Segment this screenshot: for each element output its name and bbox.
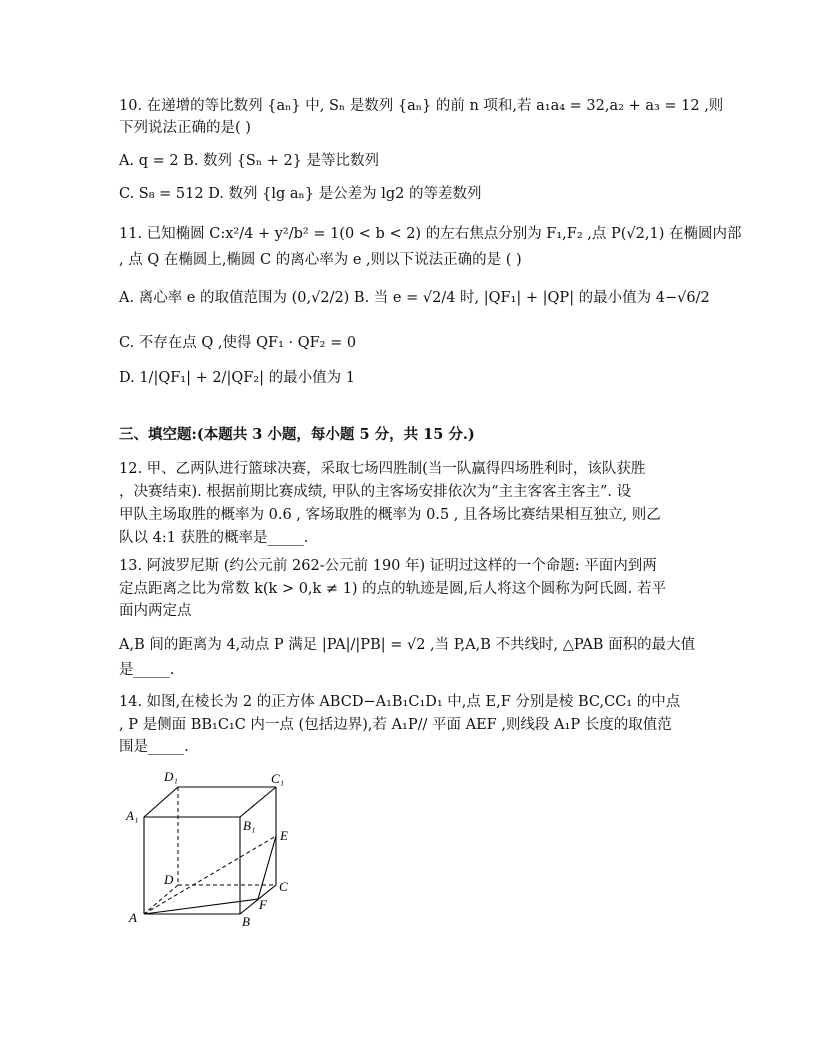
q11-stem-line1: 11. 已知椭圆 C:x²/4 + y²/b² = 1(0 < b < 2) 的左右焦点分别为 F₁,F₂ ,点 P(√2,1) 在椭圆内部 bbox=[119, 226, 742, 242]
label-a1: A₁ bbox=[126, 808, 139, 823]
label-c1: C₁ bbox=[271, 771, 285, 786]
q10-stem-line2: 下列说法正确的是( ) bbox=[119, 120, 251, 136]
q11-options-ab: A. 离心率 e 的取值范围为 (0,√2/2) B. 当 e = √2/4 时, |QF₁| + |QP| 的最小值为 4−√6/2 bbox=[119, 290, 710, 306]
q12-line3: 甲队主场取胜的概率为 0.6 , 客场取胜的概率为 0.5 , 且各场比赛结果相互独立, 则乙 bbox=[119, 507, 661, 523]
q14-line2: , P 是侧面 BB₁C₁C 内一点 (包括边界),若 A₁P// 平面 AEF ,则线段 A₁P 长度的取值范 bbox=[119, 717, 672, 733]
label-f: F bbox=[259, 897, 267, 912]
q13-line1: 13. 阿波罗尼斯 (约公元前 262-公元前 190 年) 证明过这样的一个命题: 平面内到两 bbox=[119, 558, 657, 574]
q13-line4: A,B 间的距离为 4,动点 P 满足 |PA|/|PB| = √2 ,当 P,A,B 不共线时, △PAB 面积的最大值 bbox=[119, 637, 696, 653]
q14-line1: 14. 如图,在棱长为 2 的正方体 ABCD−A₁B₁C₁D₁ 中,点 E,F 分别是棱 BC,CC₁ 的中点 bbox=[119, 694, 681, 710]
q12-line4: 队以 4:1 获胜的概率是_____. bbox=[119, 530, 309, 546]
q11-option-c: C. 不存在点 Q ,使得 QF₁ · QF₂ = 0 bbox=[119, 335, 357, 351]
q12-line1: 12. 甲、乙两队进行篮球决赛，采取七场四胜制(当一队赢得四场胜利时，该队获胜 bbox=[119, 461, 646, 477]
q11-option-d: D. 1/|QF₁| + 2/|QF₂| 的最小值为 1 bbox=[119, 370, 355, 386]
label-c: C bbox=[279, 879, 288, 894]
q10-options-cd: C. S₈ = 512 D. 数列 {lg aₙ} 是公差为 lg2 的等差数列 bbox=[119, 186, 482, 202]
label-a: A bbox=[129, 910, 137, 925]
q13-line2: 定点距离之比为常数 k(k > 0,k ≠ 1) 的点的轨迹是圆,后人将这个圆称为阿氏圆. 若平 bbox=[119, 581, 667, 597]
q11-stem-line2: , 点 Q 在椭圆上,椭圆 C 的离心率为 e ,则以下说法正确的是 ( ) bbox=[119, 252, 522, 268]
label-d1: D₁ bbox=[164, 769, 178, 784]
q14-line3: 围是_____. bbox=[119, 739, 189, 755]
q10-options-ab: A. q = 2 B. 数列 {Sₙ + 2} 是等比数列 bbox=[119, 153, 380, 169]
section-heading-fill-in: 三、填空题:(本题共 3 小题，每小题 5 分，共 15 分.) bbox=[119, 426, 475, 443]
label-e: E bbox=[280, 828, 288, 843]
q12-line2: ，决赛结束). 根据前期比赛成绩, 甲队的主客场安排依次为“主主客客主客主”. 设 bbox=[119, 484, 632, 500]
label-d: D bbox=[164, 872, 174, 887]
q10-stem-line1: 10. 在递增的等比数列 {aₙ} 中, Sₙ 是数列 {aₙ} 的前 n 项和,若 a₁a₄ = 32,a₂ + a₃ = 12 ,则 bbox=[119, 98, 724, 114]
q13-line3: 面内两定点 bbox=[119, 603, 192, 619]
label-b1: B₁ bbox=[243, 818, 256, 833]
label-b: B bbox=[242, 914, 250, 929]
q13-line5: 是_____. bbox=[119, 662, 175, 678]
